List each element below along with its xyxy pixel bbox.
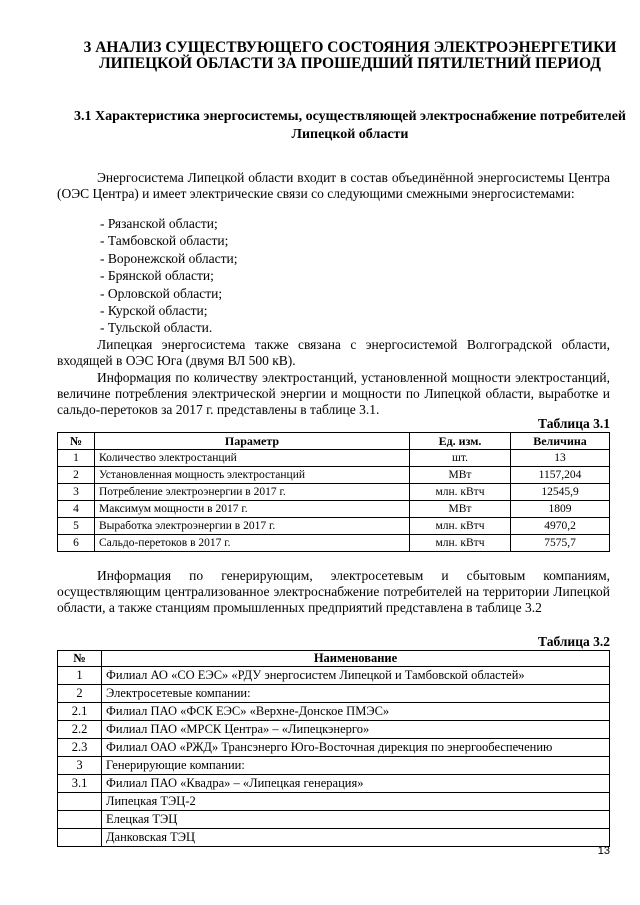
row-number: 2 xyxy=(58,467,95,484)
table-header-row xyxy=(58,433,610,450)
table-row xyxy=(58,667,610,685)
table32-caption: Таблица 3.2 xyxy=(538,634,610,649)
value-cell: 1809 xyxy=(511,501,610,518)
name-cell: Генерирующие компании: xyxy=(102,757,610,775)
row-number: 4 xyxy=(58,501,95,518)
table-row xyxy=(58,518,610,535)
list-item: - Тамбовской области; xyxy=(100,233,229,249)
row-number: 2.2 xyxy=(58,721,102,739)
subsection-title: 3.1 Характеристика энергосистемы, осуществляющей электроснабжение потребителей Липецкой области xyxy=(74,109,626,142)
table-3-2 xyxy=(57,650,610,847)
intro-paragraph: Энергосистема Липецкой области входит в состав объединённой энергосистемы Центра (ОЭС Центра) и имеет электрические связи со следующими смежными энергосистемами: xyxy=(57,170,610,201)
param-cell: Количество электростанций xyxy=(95,450,410,467)
unit-cell: МВт xyxy=(410,501,511,518)
name-cell: Филиал ОАО «РЖД» Трансэнерго Юго-Восточная дирекция по энергообеспечению xyxy=(102,739,610,757)
table-row xyxy=(58,685,610,703)
name-cell: Филиал ПАО «МРСК Центра» – «Липецкэнерго» xyxy=(102,721,610,739)
row-number: 2.1 xyxy=(58,703,102,721)
name-cell: Липецкая ТЭЦ-2 xyxy=(102,793,610,811)
table-row xyxy=(58,484,610,501)
row-number xyxy=(58,793,102,811)
name-cell: Филиал АО «СО ЕЭС» «РДУ энергосистем Липецкой и Тамбовской областей» xyxy=(102,667,610,685)
table-row xyxy=(58,775,610,793)
volgograd-paragraph: Липецкая энергосистема также связана с энергосистемой Волгоградской области, входящей в ОЭС Юга (двумя ВЛ 500 кВ). xyxy=(57,337,610,368)
table-row xyxy=(58,739,610,757)
table-row xyxy=(58,535,610,552)
table-row xyxy=(58,811,610,829)
row-number: 6 xyxy=(58,535,95,552)
value-cell: 12545,9 xyxy=(511,484,610,501)
column-header: Наименование xyxy=(102,651,610,667)
list-item: - Курской области; xyxy=(100,302,208,318)
table32-intro-paragraph: Информация по генерирующим, электросетевым и сбытовым компаниям, осуществляющим централизованное электроснабжение потребителей на территории Липецкой области, а также станциям промышленных предприятий представлена в таблице 3.2 xyxy=(57,568,610,615)
param-cell: Сальдо-перетоков в 2017 г. xyxy=(95,535,410,552)
row-number: 2.3 xyxy=(58,739,102,757)
column-header: № xyxy=(58,433,95,450)
row-number xyxy=(58,829,102,847)
list-item: - Воронежской области; xyxy=(100,250,238,266)
param-cell: Максимум мощности в 2017 г. xyxy=(95,501,410,518)
name-cell: Филиал ПАО «ФСК ЕЭС» «Верхне-Донское ПМЭС» xyxy=(102,703,610,721)
list-item: - Тульской области. xyxy=(100,320,213,336)
row-number xyxy=(58,811,102,829)
name-cell: Данковская ТЭЦ xyxy=(102,829,610,847)
column-header: Ед. изм. xyxy=(410,433,511,450)
table-row xyxy=(58,829,610,847)
page-number: 13 xyxy=(597,845,610,857)
list-item: - Орловской области; xyxy=(100,285,223,301)
column-header: Параметр xyxy=(95,433,410,450)
table-row xyxy=(58,757,610,775)
param-cell: Установленная мощность электростанций xyxy=(95,467,410,484)
table-row xyxy=(58,703,610,721)
table-row xyxy=(58,450,610,467)
unit-cell: млн. кВтч xyxy=(410,518,511,535)
row-number: 5 xyxy=(58,518,95,535)
table-3-1 xyxy=(57,432,610,552)
unit-cell: МВт xyxy=(410,467,511,484)
list-item: - Брянской области; xyxy=(100,268,214,284)
table-header-row xyxy=(58,651,610,667)
name-cell: Электросетевые компании: xyxy=(102,685,610,703)
unit-cell: шт. xyxy=(410,450,511,467)
row-number: 3 xyxy=(58,484,95,501)
value-cell: 13 xyxy=(511,450,610,467)
row-number: 1 xyxy=(58,450,95,467)
table-row xyxy=(58,501,610,518)
unit-cell: млн. кВтч xyxy=(410,535,511,552)
value-cell: 7575,7 xyxy=(511,535,610,552)
table31-intro-paragraph: Информация по количеству электростанций, установленной мощности электростанций, величине потребления электрической энергии и мощности по Липецкой области, выработке и сальдо-перетоков за 2017 г. представлены в таблице 3.1. xyxy=(57,370,610,417)
table-row xyxy=(58,793,610,811)
param-cell: Выработка электроэнергии в 2017 г. xyxy=(95,518,410,535)
row-number: 1 xyxy=(58,667,102,685)
name-cell: Филиал ПАО «Квадра» – «Липецкая генерация» xyxy=(102,775,610,793)
table31-caption: Таблица 3.1 xyxy=(538,416,610,431)
value-cell: 1157,204 xyxy=(511,467,610,484)
value-cell: 4970,2 xyxy=(511,518,610,535)
unit-cell: млн. кВтч xyxy=(410,484,511,501)
row-number: 2 xyxy=(58,685,102,703)
row-number: 3 xyxy=(58,757,102,775)
list-item: - Рязанской области; xyxy=(100,216,218,231)
table-row xyxy=(58,467,610,484)
section-title: 3 АНАЛИЗ СУЩЕСТВУЮЩЕГО СОСТОЯНИЯ ЭЛЕКТРОЭНЕРГЕТИКИ ЛИПЕЦКОЙ ОБЛАСТИ ЗА ПРОШЕДШИЙ ПЯТИЛЕТНИЙ ПЕРИОД xyxy=(83,39,617,72)
column-header: Величина xyxy=(511,433,610,450)
regions-list xyxy=(100,215,238,337)
column-header: № xyxy=(58,651,102,667)
name-cell: Елецкая ТЭЦ xyxy=(102,811,610,829)
param-cell: Потребление электроэнергии в 2017 г. xyxy=(95,484,410,501)
row-number: 3.1 xyxy=(58,775,102,793)
table-row xyxy=(58,721,610,739)
